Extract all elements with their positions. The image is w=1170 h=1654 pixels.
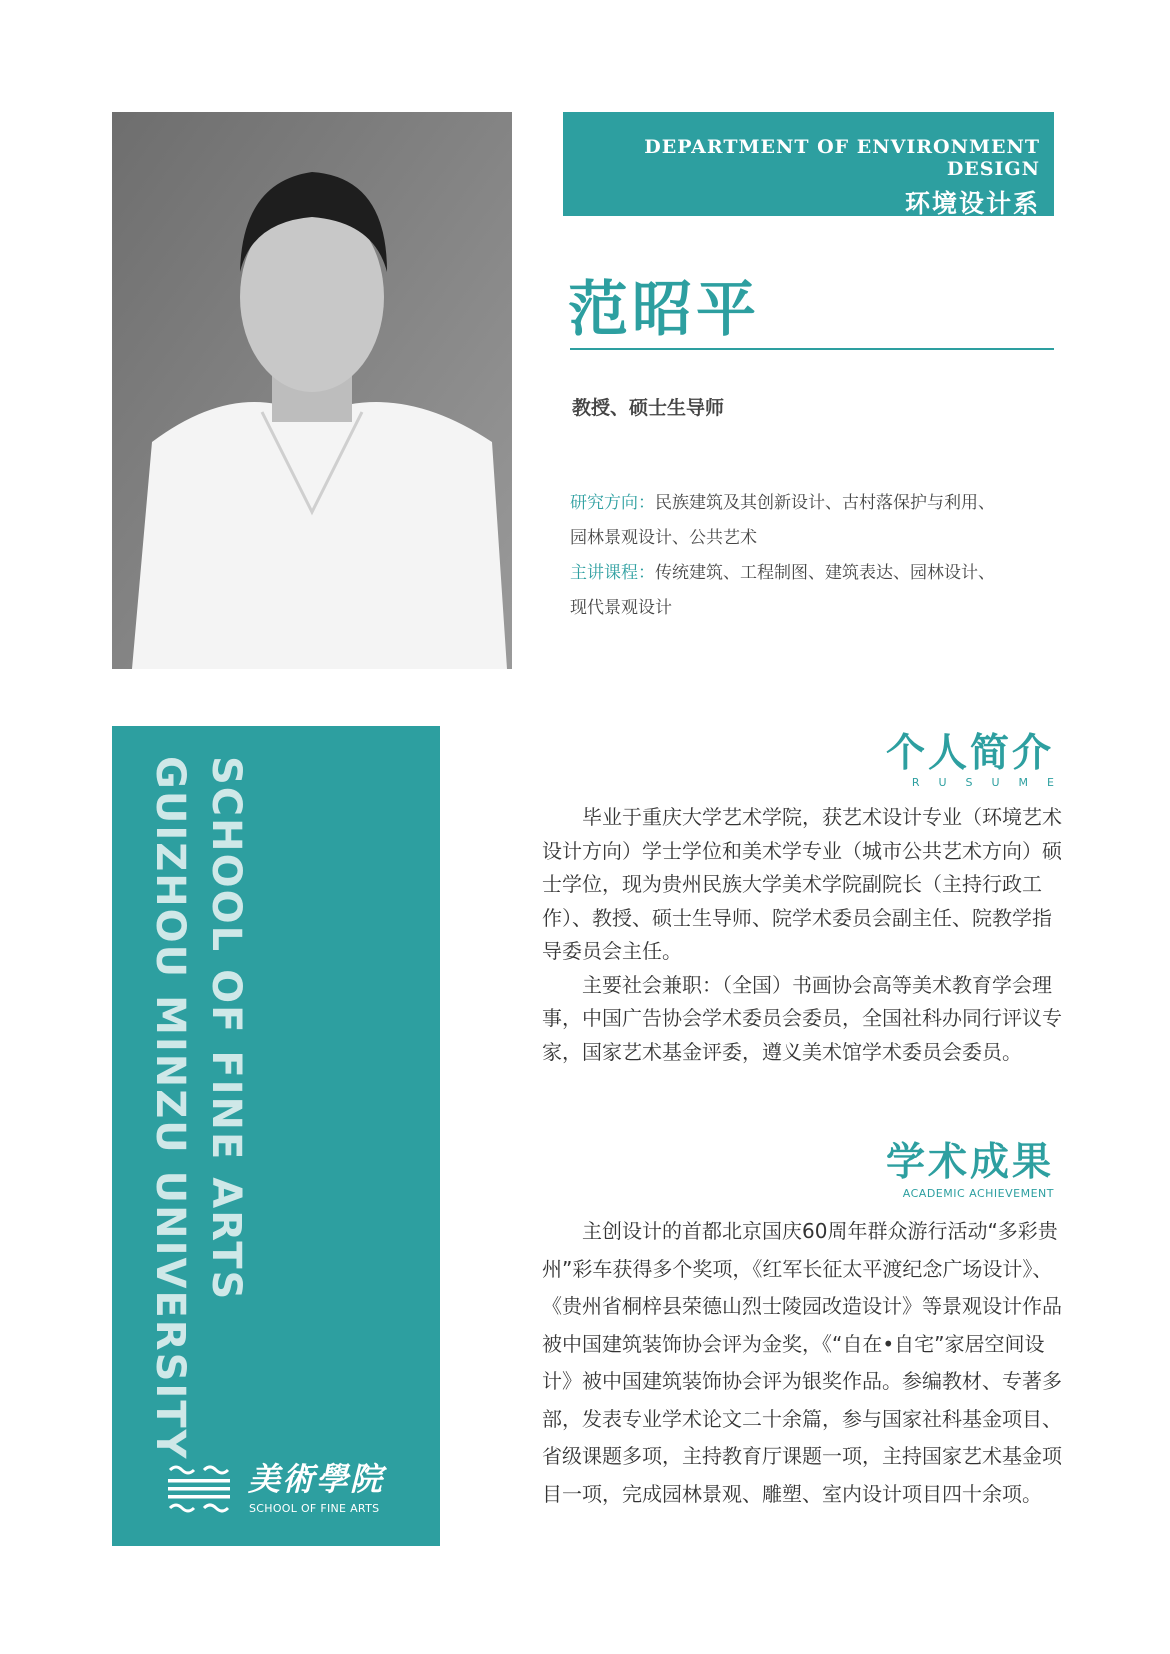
research-text-line1: 民族建筑及其创新设计、古村落保护与利用、 <box>655 493 995 513</box>
department-name-en: DEPARTMENT OF ENVIRONMENT DESIGN <box>644 136 1040 180</box>
courses-text-line2: 现代景观设计 <box>570 598 672 618</box>
research-row-cont <box>570 521 757 556</box>
courses-row <box>570 556 995 591</box>
person-name: 范昭平 <box>568 275 760 345</box>
research-label: 研究方向： <box>570 493 655 513</box>
research-row <box>570 486 995 521</box>
courses-text-line1: 传统建筑、工程制图、建筑表达、园林设计、 <box>655 563 995 583</box>
achievement-paragraph: 主创设计的首都北京国庆60周年群众游行活动“多彩贵州”彩车获得多个奖项，《红军长征太平渡纪念广场设计》、《贵州省桐梓县荣德山烈士陵园改造设计》等景观设计作品被中国建筑装饰协会评为金奖，《“自在•自宅”家居空间设计》被中国建筑装饰协会评为银奖作品。参编教材、专著多部，发表专业学术论文二十余篇，参与国家社科基金项目、省级课题多项，主持教育厅课题一项，主持国家艺术基金项目一项，完成园林景观、雕塑、室内设计项目四十余项。 <box>542 1219 1062 1506</box>
vertical-school-name: SCHOOL OF FINE ARTS <box>203 756 249 1302</box>
courses-label: 主讲课程： <box>570 563 655 583</box>
logo-text-cn: 美術學院 <box>248 1460 385 1498</box>
logo-text-en: SCHOOL OF FINE ARTS <box>249 1502 380 1515</box>
school-logo-icon <box>166 1462 232 1514</box>
achievement-heading: 学术成果 <box>885 1139 1054 1185</box>
resume-paragraph: 毕业于重庆大学艺术学院，获艺术设计专业（环境艺术设计方向）学士学位和美术学专业（城市公共艺术方向）硕士学位，现为贵州民族大学美术学院副院长（主持行政工作）、教授、硕士生导师、院学术委员会副主任、院教学指导委员会主任。 <box>542 805 1062 963</box>
portrait-photo <box>112 112 512 669</box>
department-name-cn: 环境设计系 <box>904 189 1040 218</box>
resume-paragraph: 主要社会兼职：（全国）书画协会高等美术教育学会理事，中国广告协会学术委员会委员，全国社科办同行评议专家，国家艺术基金评委，遵义美术馆学术委员会委员。 <box>542 972 1062 1064</box>
department-banner <box>563 112 1054 216</box>
vertical-university-name: GUIZHOU MINZU UNIVERSITY <box>147 756 193 1461</box>
research-text-line2: 园林景观设计、公共艺术 <box>570 528 757 548</box>
school-sidebar <box>112 726 440 1546</box>
resume-heading: 个人简介 <box>885 730 1054 776</box>
resume-subheading <box>911 776 1073 789</box>
resume-body <box>542 801 1062 1069</box>
resume-subheading-text: RUSUME <box>911 776 1073 789</box>
achievement-subheading: ACADEMIC ACHIEVEMENT <box>902 1187 1054 1200</box>
name-divider <box>570 348 1054 350</box>
person-title: 教授、硕士生导师 <box>572 397 725 419</box>
achievement-body <box>542 1213 1062 1513</box>
courses-row-cont <box>570 591 672 626</box>
